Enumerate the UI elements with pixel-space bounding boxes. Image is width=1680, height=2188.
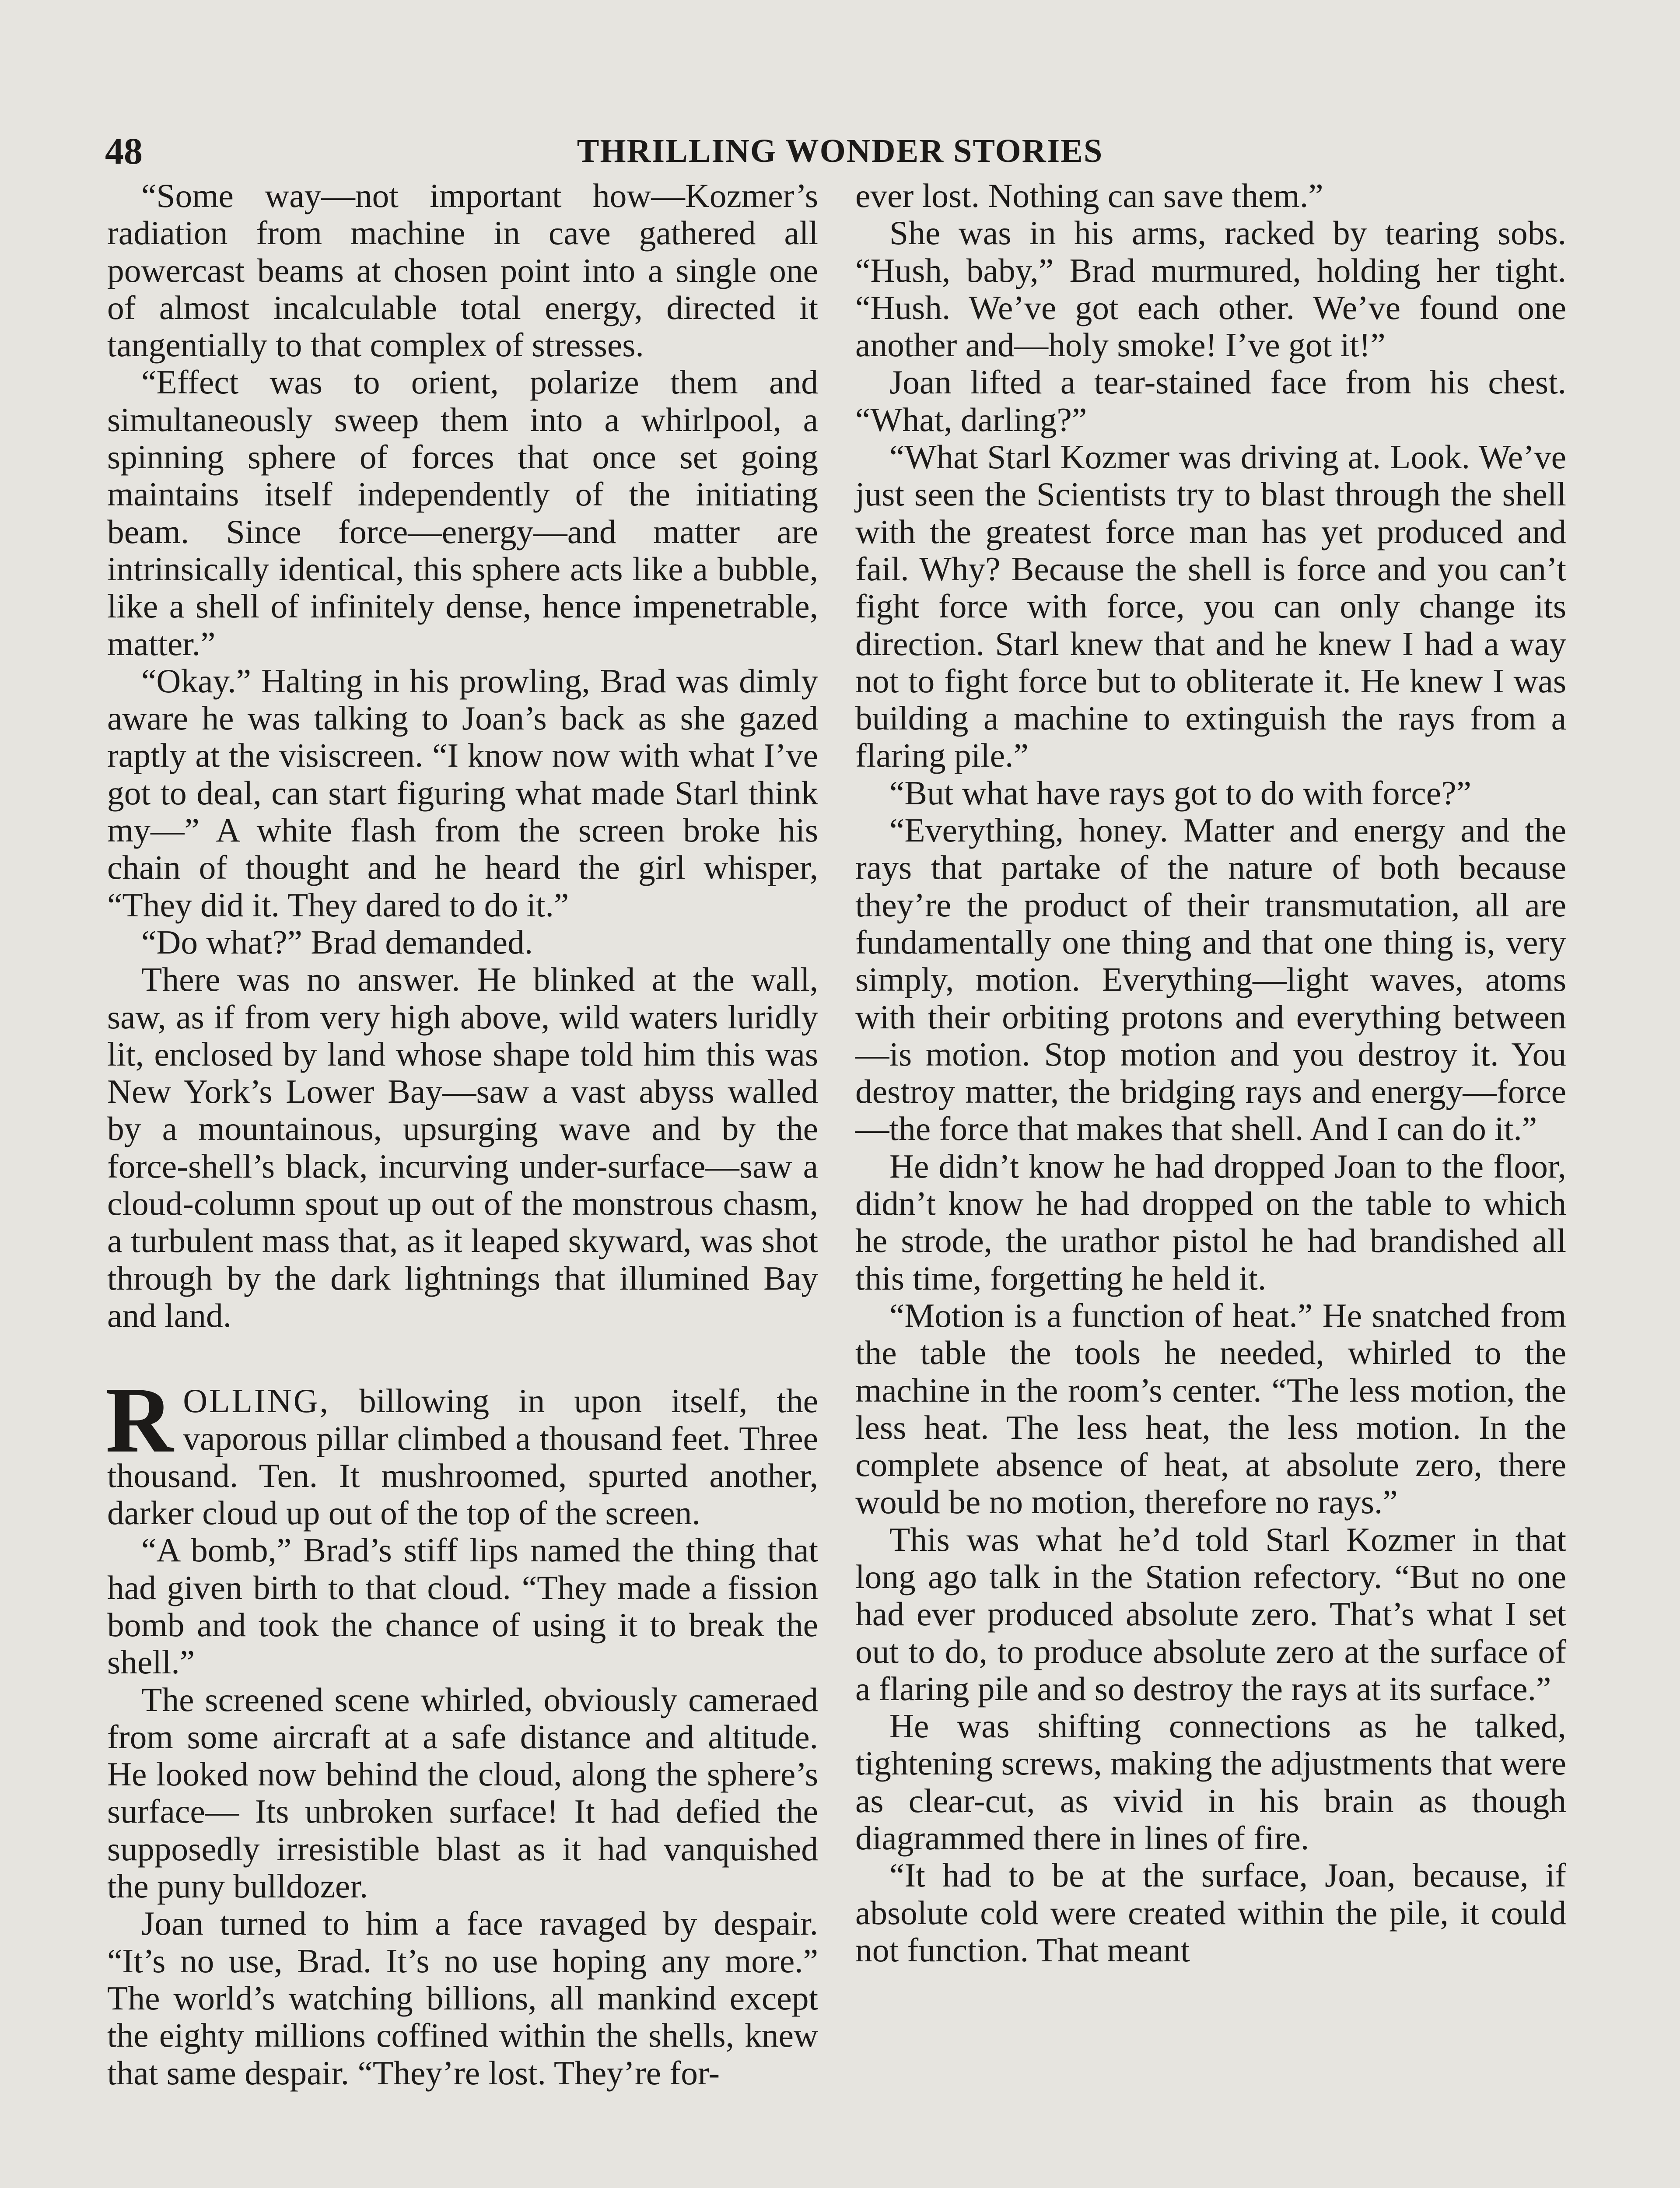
magazine-title: THRILLING WONDER STORIES: [577, 133, 1103, 169]
paragraph: “But what have rays got to do with force?”: [889, 774, 1471, 812]
paragraph: “A bomb,” Brad’s stiff lips named the thing that had given birth to that cloud. “They made a fission bomb and took the chance of using it to break the shell.”: [107, 1531, 818, 1681]
right-column: [855, 177, 1566, 1969]
paragraph: “Do what?” Brad demanded.: [141, 923, 533, 961]
page-header: [105, 127, 1575, 175]
section-break: [107, 1334, 818, 1382]
paragraph: “Effect was to orient, polarize them and simultaneously sweep them into a whirlpool, a spinning sphere of forces that once set going maintains itself independently of the initiating beam. Since force—energy—and matter are intrinsically identical, this sphere acts like a bubble, like a shell of infinitely dense, hence impenetrable, matter.”: [107, 363, 818, 663]
paragraph: There was no answer. He blinked at the wall, saw, as if from very high above, wild waters luridly lit, enclosed by land whose shape told him this was New York’s Lower Bay—saw a vast abyss walled by a mountainous, upsurging wave and by the force-shell’s black, incurving under-surface—saw a cloud-column spout up out of the monstrous chasm, a turbulent mass that, as it leaped skyward, was shot through by the dark lightnings that illumined Bay and land.: [107, 961, 818, 1334]
paragraph: “Motion is a function of heat.” He snatched from the table the tools he needed, whirled to the machine in the room’s center. “The less motion, the less heat. The less heat, the less motion. In the complete absence of heat, at absolute zero, there would be no motion, therefore no rays.”: [855, 1296, 1566, 1521]
paragraph: This was what he’d told Starl Kozmer in that long ago talk in the Station refectory. “But no one had ever produced absolute zero. That’s what I set out to do, to produce absolute zero at the surface of a flaring pile and so destroy the rays at its surface.”: [855, 1520, 1566, 1708]
paragraph: She was in his arms, racked by tearing sobs. “Hush, baby,” Brad murmured, holding her tight. “Hush. We’ve got each other. We’ve found one another and—holy smoke! I’ve got it!”: [855, 214, 1566, 364]
paragraph: “Some way—not important how—Kozmer’s radiation from machine in cave gathered all powercast beams at chosen point into a single one of almost incalculable total energy, directed it tangentially to that complex of stresses.: [107, 177, 818, 364]
dropcap-paragraph: [105, 1368, 818, 1532]
paragraph: He didn’t know he had dropped Joan to the floor, didn’t know he had dropped on the table to which he strode, the urathor pistol he had brandished all this time, forgetting he held it.: [855, 1147, 1566, 1297]
paragraph: “What Starl Kozmer was driving at. Look. We’ve just seen the Scientists try to blast through the shell with the greatest force man has yet produced and fail. Why? Because the shell is force and you can’t fight force with force, you can only change its direction. Starl knew that and he knew I had a way not to fight force but to obliterate it. He knew I was building a machine to extinguish the rays from a flaring pile.”: [855, 438, 1566, 775]
paragraph: He was shifting connections as he talked, tightening screws, making the adjustments that were as clear-cut, as vivid in his brain as though diagrammed there in lines of fire.: [855, 1707, 1566, 1857]
paragraph: “Everything, honey. Matter and energy and the rays that partake of the nature of both because they’re the product of their transmutation, all are fundamentally one thing and that one thing is, very simply, motion. Everything—light waves, atoms with their orbiting protons and everything between—is motion. Stop motion and you destroy it. You destroy matter, the bridging rays and energy—force—the force that makes that shell. And I can do it.”: [855, 811, 1566, 1148]
paragraph: ever lost. Nothing can save them.”: [855, 177, 1323, 214]
paragraph: “It had to be at the surface, Joan, because, if absolute cold were created within the pile, it could not function. That meant: [855, 1856, 1566, 1969]
drop-cap-letter: R: [105, 1368, 174, 1473]
dropcap-lead-word: OLLING,: [183, 1382, 330, 1420]
paragraph: Joan turned to him a face ravaged by despair. “It’s no use, Brad. It’s no use hoping any more.” The world’s watching billions, all mankind except the eighty millions coffined within the shells, knew that same despair. “They’re lost. They’re for-: [107, 1904, 818, 2092]
paragraph: The screened scene whirled, obviously cameraed from some aircraft at a safe distance and altitude. He looked now behind the cloud, along the sphere’s surface— Its unbroken surface! It had defied the supposedly irresistible blast as it had vanquished the puny bulldozer.: [107, 1680, 818, 1905]
paragraph: Joan lifted a tear-stained face from his chest. “What, darling?”: [855, 363, 1566, 438]
left-column: [107, 177, 818, 2092]
paragraph-text: billowing in upon itself, the vaporous pillar climbed a thousand feet. Three thousand. Ten. It mushroomed, spurted another, darker cloud up out of the top of the screen.: [107, 1382, 818, 1532]
paragraph: “Okay.” Halting in his prowling, Brad was dimly aware he was talking to Joan’s back as she gazed raptly at the visiscreen. “I know now with what I’ve got to deal, can start figuring what made Starl think my—” A white flash from the screen broke his chain of thought and he heard the girl whisper, “They did it. They dared to do it.”: [107, 662, 818, 924]
page-number: 48: [105, 130, 143, 172]
